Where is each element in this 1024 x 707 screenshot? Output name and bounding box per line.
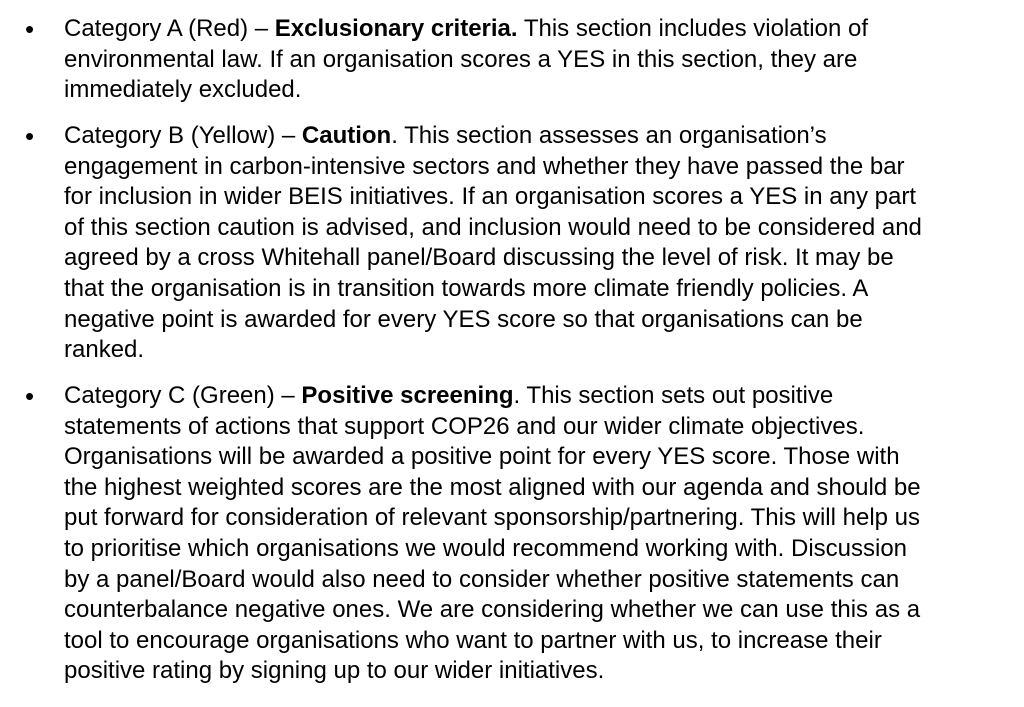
paragraph-line: Organisations will be awarded a positive point for every YES score. Those with — [64, 443, 900, 471]
paragraph-line: statements of actions that support COP26 and our wider climate objectives. — [64, 412, 865, 440]
category-heading: Positive screening — [301, 382, 514, 409]
bullet-icon: • — [25, 121, 35, 151]
bullet-icon: • — [25, 14, 35, 44]
category-lead: Category C (Green) – — [64, 382, 302, 409]
category-lead: Category A (Red) – — [64, 15, 275, 42]
paragraph-category-a — [64, 14, 1004, 106]
category-text: . This section assesses an organisation’s — [391, 122, 827, 149]
paragraph-line: positive rating by signing up to our wider initiatives. — [64, 657, 605, 685]
category-lead: Category B (Yellow) – — [64, 122, 302, 149]
category-text: . This section sets out positive — [513, 382, 834, 409]
paragraph-line — [64, 121, 1004, 152]
paragraph-line: to prioritise which organisations we would recommend working with. Discussion — [64, 534, 908, 562]
paragraph-line: counterbalance negative ones. We are considering whether we can use this as a — [64, 596, 921, 624]
paragraph-line — [64, 14, 1004, 45]
paragraph-line: by a panel/Board would also need to consider whether positive statements can — [64, 565, 900, 593]
paragraph-line: ranked. — [64, 336, 145, 364]
category-heading: Exclusionary criteria. — [274, 15, 518, 42]
paragraph-line: negative point is awarded for every YES score so that organisations can be — [64, 305, 863, 333]
paragraph-line — [64, 381, 1004, 412]
category-text: This section includes violation of — [517, 15, 868, 42]
paragraph-line: agreed by a cross Whitehall panel/Board discussing the level of risk. It may be — [64, 244, 894, 272]
paragraph-category-c — [64, 381, 1004, 687]
bullet-icon: • — [25, 381, 35, 411]
paragraph-category-b — [64, 121, 1004, 366]
paragraph-line: for inclusion in wider BEIS initiatives. If an organisation scores a YES in any part — [64, 183, 916, 211]
category-heading: Caution — [301, 122, 392, 149]
paragraph-line: of this section caution is advised, and inclusion would need to be considered and — [64, 213, 922, 241]
paragraph-line: tool to encourage organisations who want to partner with us, to increase their — [64, 626, 882, 654]
paragraph-line: engagement in carbon-intensive sectors and whether they have passed the bar — [64, 152, 905, 180]
paragraph-line: immediately excluded. — [64, 76, 302, 104]
paragraph-line: the highest weighted scores are the most aligned with our agenda and should be — [64, 473, 921, 501]
paragraph-line: that the organisation is in transition towards more climate friendly policies. A — [64, 274, 869, 302]
paragraph-line: put forward for consideration of relevant sponsorship/partnering. This will help us — [64, 504, 921, 532]
paragraph-line: environmental law. If an organisation scores a YES in this section, they are — [64, 45, 858, 73]
